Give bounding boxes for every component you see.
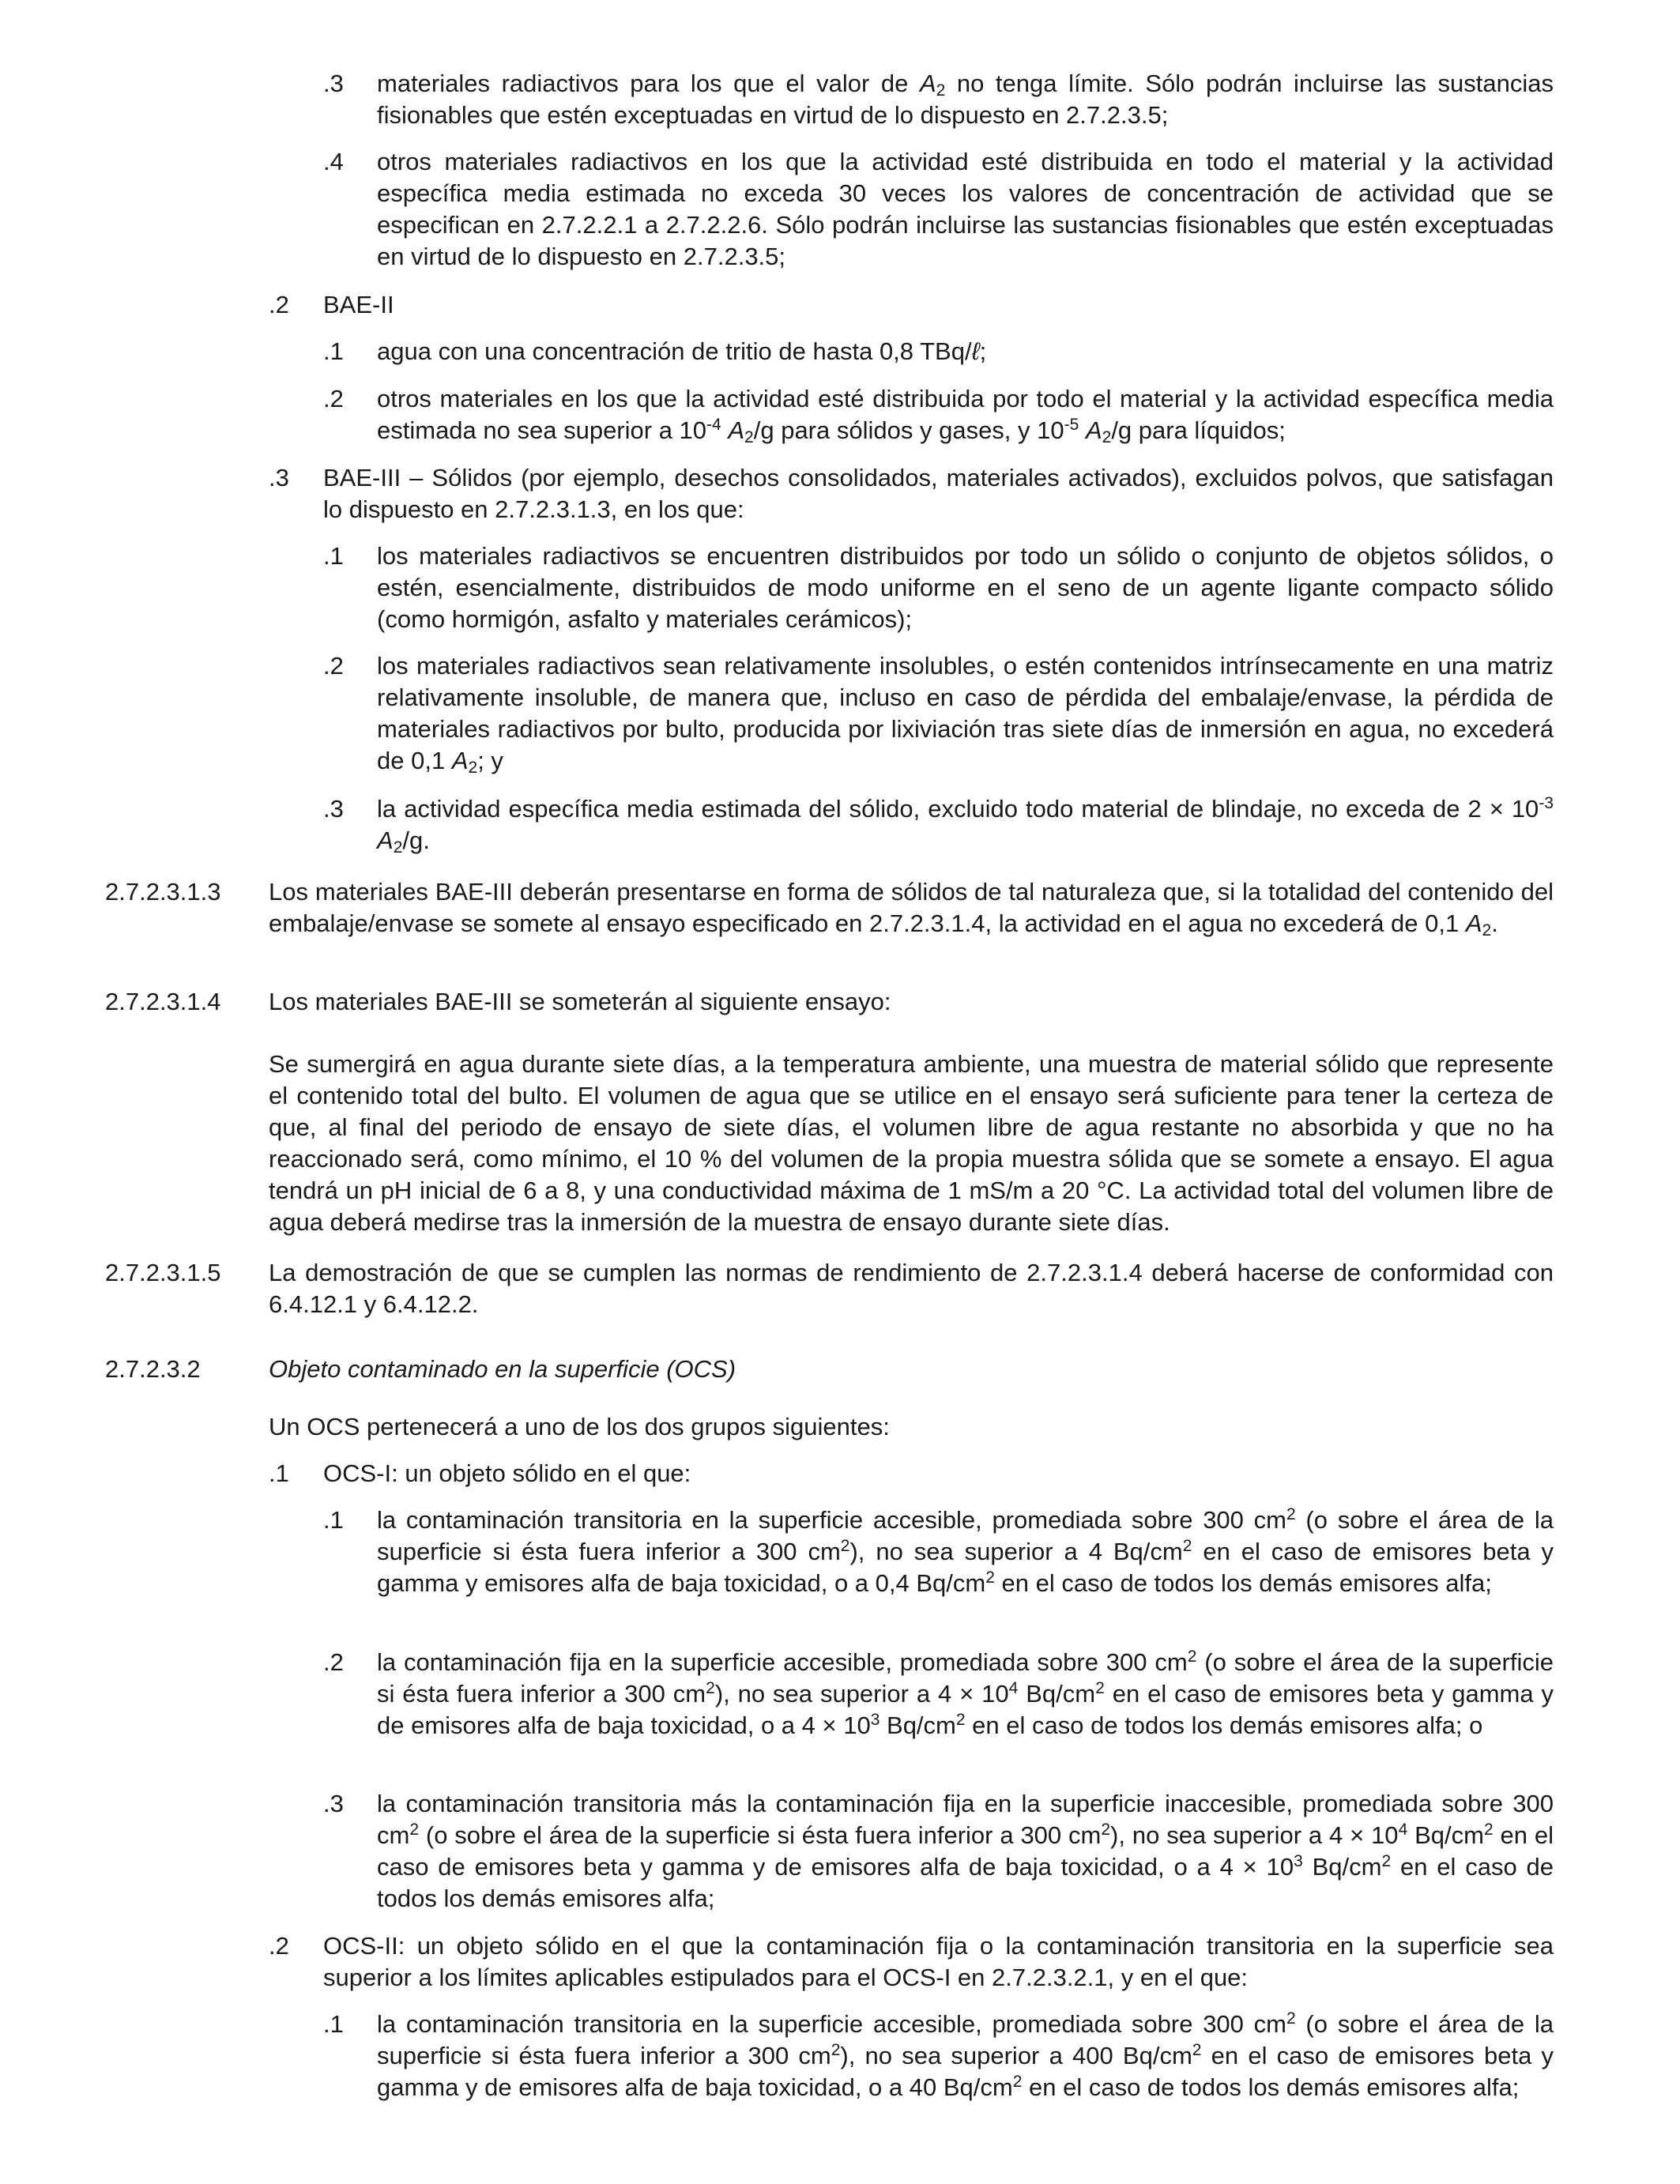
item-number: .2 xyxy=(269,291,289,318)
paragraph: otros materiales en los que la actividad esté distribuida por todo el material y la actividad específica media estimada no sea superior a $10^{-4}$ $A_2/g$ para sólidos y gases, y $10^{-5}$ $A_2/g$ para líquidos; xyxy=(377,385,1554,446)
item-number: .4 xyxy=(323,148,344,175)
paragraph: los materiales radiactivos sean relativamente insolubles, o estén contenidos intrínsecamente en una matriz relativamente insoluble, de manera que, incluso en caso de pérdida del embalaje/envase, la pérdida de materiales radiactivos por bulto, producida por lixiviación tras siete días de inmersión en agua, no excederá de 0,1 $A_2$; y xyxy=(377,652,1554,777)
item-number: .1 xyxy=(269,1459,289,1487)
paragraph: La demostración de que se cumplen las normas de rendimiento de 2.7.2.3.1.4 deberá hacerse de conformidad con 6.4.12.1 y 6.4.12.2. xyxy=(269,1259,1554,1318)
paragraph: OCS-II: un objeto sólido en el que la contaminación fija o la contaminación transitoria en la superficie sea superior a los límites aplicables estipulados para el OCS-I en 2.7.2.3.2.1, y en el que: xyxy=(323,1932,1554,1991)
paragraph: la contaminación fija en la superficie accesible, promediada sobre 300 $cm^2$ (o sobre el área de la superficie si ésta fuera inferior a 300 $cm^2$), no sea superior a $4 \times 10^4$ $Bq/cm^2$ en el caso de emisores beta y gamma y de emisores alfa de baja toxicidad, o a $4 \times 10^3$ $Bq/cm^2$ en el caso de todos los demás emisores alfa; o xyxy=(377,1647,1554,1739)
paragraph: Un OCS pertenecerá a uno de los dos grupos siguientes: xyxy=(269,1413,890,1440)
item-number: .3 xyxy=(323,1790,344,1817)
paragraph: agua con una concentración de tritio de hasta 0,8 TBq/ℓ; xyxy=(377,337,987,365)
item-number: .1 xyxy=(323,1506,344,1534)
paragraph: BAE-III – Sólidos (por ejemplo, desechos consolidados, materiales activados), excluidos polvos, que satisfagan lo dispuesto en 2.7.2.3.1.3, en los que: xyxy=(323,464,1554,523)
paragraph: la contaminación transitoria más la contaminación fija en la superficie inaccesible, promediada sobre 300 $cm^2$ (o sobre el área de la superficie si ésta fuera inferior a 300 $cm^2$), no sea superior a $4 \times 10^4$ $Bq/cm^2$ en el caso de emisores beta y gamma y de emisores alfa de baja toxicidad, o a $4 \times 10^3$ $Bq/cm^2$ en el caso de todos los demás emisores alfa; xyxy=(377,1790,1554,1912)
item-number: .3 xyxy=(269,464,289,491)
paragraph: materiales radiactivos para los que el valor de $A_2$ no tenga límite. Sólo podrán incluirse las sustancias fisionables que estén exceptuadas en virtud de lo dispuesto en 2.7.2.3.5; xyxy=(377,70,1554,129)
item-number: .2 xyxy=(269,1932,289,1960)
paragraph: otros materiales radiactivos en los que la actividad esté distribuida en todo el material y la actividad específica media estimada no exceda 30 veces los valores de concentración de actividad que se especifican en 2.7.2.2.1 a 2.7.2.2.6. Sólo podrán incluirse las sustancias fisionables que estén exceptuadas en virtud de lo dispuesto en 2.7.2.3.5; xyxy=(377,148,1554,270)
section-title: Objeto contaminado en la superficie (OCS) xyxy=(269,1355,736,1383)
item-number: .2 xyxy=(323,385,344,412)
item-number: .1 xyxy=(323,2010,344,2038)
item-number: .2 xyxy=(323,1648,344,1676)
paragraph: la contaminación transitoria en la superficie accesible, promediada sobre 300 $cm^2$ (o sobre el área de la superficie si ésta fuera inferior a 300 $cm^2$), no sea superior a 4 $Bq/cm^2$ en el caso de emisores beta y gamma y emisores alfa de baja toxicidad, o a 0,4 $Bq/cm^2$ en el caso de todos los demás emisores alfa; xyxy=(377,1505,1554,1597)
paragraph: OCS-I: un objeto sólido en el que: xyxy=(323,1459,691,1487)
item-number: .3 xyxy=(323,70,344,97)
item-number: .3 xyxy=(323,795,344,823)
section-number: 2.7.2.3.1.4 xyxy=(105,988,221,1015)
paragraph: la contaminación transitoria en la superficie accesible, promediada sobre 300 $cm^2$ (o sobre el área de la superficie si ésta fuera inferior a 300 $cm^2$), no sea superior a 400 $Bq/cm^2$ en el caso de emisores beta y gamma y de emisores alfa de baja toxicidad, o a 40 $Bq/cm^2$ en el caso de todos los demás emisores alfa; xyxy=(377,2009,1554,2101)
section-number: 2.7.2.3.2 xyxy=(105,1355,201,1383)
paragraph: los materiales radiactivos se encuentren distribuidos por todo un sólido o conjunto de objetos sólidos, o estén, esencialmente, distribuidos de modo uniforme en el seno de un agente ligante compacto sólido (como hormigón, asfalto y materiales cerámicos); xyxy=(377,542,1554,633)
paragraph: Los materiales BAE-III se someterán al siguiente ensayo: xyxy=(269,988,891,1015)
paragraph: BAE-II xyxy=(323,291,394,318)
paragraph: la actividad específica media estimada del sólido, excluido todo material de blindaje, no exceda de $2 \times 10^{-3}$ $A_2/g$. xyxy=(377,794,1554,857)
section-number: 2.7.2.3.1.5 xyxy=(105,1259,221,1286)
section-number: 2.7.2.3.1.3 xyxy=(105,878,221,906)
item-number: .2 xyxy=(323,652,344,680)
paragraph: Se sumergirá en agua durante siete días, a la temperatura ambiente, una muestra de material sólido que represente el contenido total del bulto. El volumen de agua que se utilice en el ensayo será suficiente para tener la certeza de que, al final del periodo de ensayo de siete días, el volumen libre de agua restante no absorbida y que no ha reaccionado será, como mínimo, el 10 % del volumen de la propia muestra sólida que se somete a ensayo. El agua tendrá un pH inicial de 6 a 8, y una conductividad máxima de 1 mS/m a 20 °C. La actividad total del volumen libre de agua deberá medirse tras la inmersión de la muestra de ensayo durante siete días. xyxy=(269,1050,1554,1236)
item-number: .1 xyxy=(323,337,344,365)
item-number: .1 xyxy=(323,542,344,570)
paragraph: Los materiales BAE-III deberán presentarse en forma de sólidos de tal naturaleza que, si la totalidad del contenido del embalaje/envase se somete al ensayo especificado en 2.7.2.3.1.4, la actividad en el agua no excederá de 0,1 $A_2$. xyxy=(269,878,1554,939)
